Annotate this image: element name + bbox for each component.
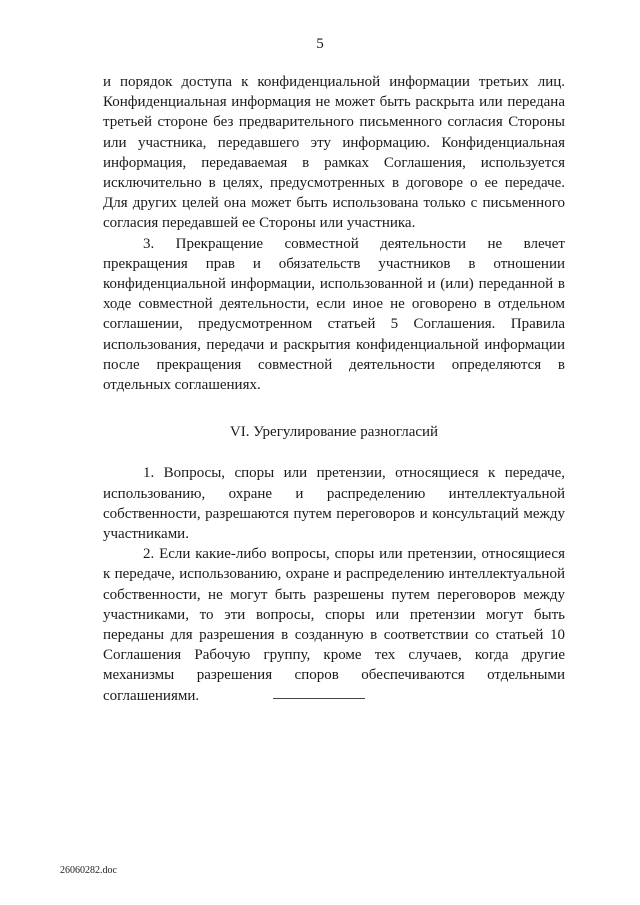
paragraph-clause-2: 2. Если какие-либо вопросы, споры или претензии, относящиеся к передаче, использованию, охране и распределению интеллектуальной собственности, не могут быть разрешены путем переговоров между участниками, то эти вопросы, споры или претензии могут быть переданы для разрешения в созданную в соответствии со статьей 10 Соглашения Рабочую группу, кроме тех случаев, когда другие механизмы разрешения споров обеспечиваются отдельными соглашениями.: [103, 546, 565, 704]
section-heading: VI. Урегулирование разногласий: [229, 424, 439, 441]
paragraph-clause-3: 3. Прекращение совместной деятельности не влечет прекращения прав и обязательств участников в отношении конфиденциальной информации, использованной и (или) переданной в ходе совместной деятельности, если иное не оговорено в отдельном соглашении, предусмотренном статьей 5 Соглашения. Правила использования, передачи и раскрытия конфиденциальной информации после прекращения совместной деятельности определяются в отдельных соглашениях.: [103, 235, 565, 394]
end-separator-line: [273, 698, 365, 699]
footer-filename: 26060282.doc: [60, 865, 117, 876]
paragraph-clause-1: 1. Вопросы, споры или претензии, относящиеся к передаче, использованию, охране и распределению интеллектуальной собственности, разрешаются путем переговоров и консультаций между участниками.: [103, 465, 565, 543]
document-body: [103, 72, 565, 706]
paragraph-continuation: и порядок доступа к конфиденциальной информации третьих лиц. Конфиденциальная информация не может быть раскрыта или передана третьей стороне без предварительного письменного согласия Стороны или участника, передавшего эту информацию. Конфиденциальная информация, передаваемая в рамках Соглашения, используется исключительно в целях, предусмотренных в договоре о ее передаче. Для других целей она может быть использована только с письменного согласия передавшей ее Стороны или участника.: [103, 74, 565, 232]
page-number: 5: [316, 36, 324, 52]
